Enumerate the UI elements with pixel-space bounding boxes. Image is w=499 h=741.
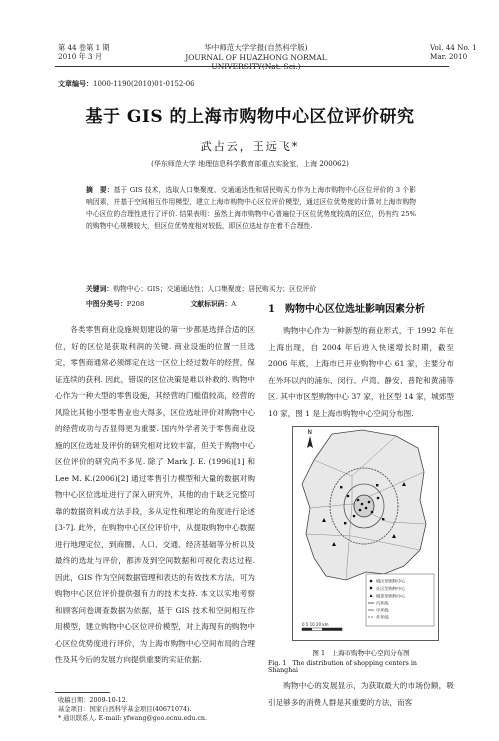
running-header-left (58, 43, 110, 61)
article-number-label: 文章编号： (58, 79, 93, 88)
journal-name-cn: 华中师范大学学报(自然科学版) (204, 43, 308, 52)
map-legend (366, 574, 434, 626)
corresponding-email: * 通讯联系人. E-mail: yfwang@geo.ecnu.edu.cn. (58, 715, 207, 723)
volume-issue-cn: 第 44 卷第 1 期 (58, 43, 110, 52)
doc-code-label: 文献标识码： (190, 300, 232, 308)
volume-issue-en: Vol. 44 No. 1 (430, 43, 477, 52)
shanghai-map-figure (292, 426, 439, 641)
doc-code-value: A (231, 300, 237, 308)
journal-name-en: JOURNAL OF HUAZHONG NORMAL UNIVERSITY(Nat. Sci.) (185, 52, 327, 71)
paper-title: 基于 GIS 的上海市购物中心区位评价研究 (85, 107, 415, 127)
keywords-label: 关键词： (86, 285, 114, 293)
clc-value: P208 (126, 300, 145, 308)
abstract-label: 摘 要： (86, 186, 114, 194)
section-paragraph: 购物中心作为一种新型的商业形式，于 1992 年在上海出现，自 2004 年后进入快速增长时期，截至 2006 年底，上海市已开业购物中心 61 家，主要分布在外环以内的浦东、闵行、卢湾、静安、普陀和黄浦等区. 其中市区型购物中心 37 家，社区型 14 家，城郊型 10 家，图 1 是上海市购物中心空间分布图. (268, 326, 454, 418)
legend-item-suburban: 城郊型购物中心 (376, 593, 406, 599)
legend-item-urban: 城区型购物中心 (376, 578, 406, 584)
figure-caption-en (268, 660, 454, 674)
article-number (58, 79, 195, 89)
figure-caption-cn: 图 1 上海市购物中心空间分布图 (312, 649, 410, 657)
running-header-right (430, 43, 477, 61)
legend-item-middle-ring: 中环线 (376, 607, 389, 613)
legend-item-community: 社区型购物中心 (376, 586, 406, 591)
section-heading: 1 购物中心区位选址影响因素分析 (268, 304, 425, 315)
scale-bar-label: 0 5 10 20 km (302, 622, 329, 627)
fund-project: 基金项目：国家自然科学基金项目(40671074). (58, 706, 192, 714)
inner-ring-road (354, 495, 374, 517)
date-cn: 2010 年 3 月 (58, 52, 103, 61)
figure-caption-en-label: Fig. 1 (268, 660, 287, 667)
abstract-text: 基于 GIS 技术，选取人口集聚度、交通通达性和居民购买力作为上海市购物中心区位评价的 3 个影响因素，并基于空间相互作用模型，建立上海市购物中心区位评价模型，通过区位优势度的计算对上海市购物中心区位的合理性进行了评价. 结果表明：虽然上海市购物中心普遍位于区位优势度较高的区位，仍有约 25% 的购物中心规模较大，但区位优势度相对较低，即区位选址存在着不合理性. (86, 186, 416, 230)
legend-item-inner-ring: 内环线 (376, 600, 389, 606)
legend-item-outer-ring: 外环线 (376, 614, 389, 620)
figure-caption-en-text: The distribution of shopping centers in Shanghai (268, 660, 417, 674)
article-number-value: 1000-1190(2010)01-0152-06 (93, 80, 195, 88)
authors: 武占云，王远飞* (200, 140, 300, 153)
intro-paragraph: 各类零售商业设施规划建设的第一步都是选择合适的区位，好的区位是获取利润的关键. 商业设施的位置一旦选定，零售商通常必须绑定在这一区位上经过数年的经营，保证连续的获利. 因此，错误的区位决策是难以补救的. 购物中心作为一种大型的零售设施，其经营的门槛值较高，经营的风险比其他小型零售业也大得多，区位选址评价对购物中心的经营成功与否显得更为重要. 国内外学者关于零售商业设施的区位选址及评价的研究相对比较丰富，但关于购物中心区位评价的研究尚不多见. 除了 Mark J. E. (1996)[1] 和 Lee M. K.(2006)[2] 通过零售引力模型和大量的数据对购物中心区位选址进行了深入研究外，其他的由于缺乏完整可靠的数据资料或方法手段，多从定性和理论的角度进行论述[3-7]. 此外，在购物中心区位评价中，从提取购物中心数据进行地理定位，到商圈、人口、交通、经济基础等分析以及最终的选址与评价，都涉及到空间数据和可视化表达过程. 因此，GIS 作为空间数据管理和表达的有效技术方法，可为购物中心区位评价提供强有力的技术支持. 本文以实地考察和顾客问卷调查数据为依据，基于 GIS 技术和空间相互作用模型，建立购物中心区位评价模型，对上海现有的购物中心区位优势度进行评价，为上海市购物中心空间布局的合理性及其今后的发展方向提供重要的实证依据. (55, 325, 255, 664)
abstract (86, 184, 416, 232)
received-date: 收稿日期：2009-10-12. (58, 697, 128, 704)
keywords-text: 购物中心；GIS；交通通达性；人口集聚度；居民购买力；区位评价 (113, 285, 317, 293)
running-header-center (150, 43, 362, 72)
header-rule (55, 66, 449, 67)
north-label: N (307, 429, 312, 436)
affiliation: (华东师范大学 地理信息科学教育部重点实验室，上海 200062) (151, 160, 349, 168)
clc-label: 中图分类号： (86, 300, 127, 308)
keywords (86, 283, 416, 293)
section-paragraph-2: 购物中心的发展显示，为获取最大的市场份额，吸引足够多的消费人群是其重要的方法，而客 (268, 681, 454, 707)
footnote-rule (55, 692, 110, 693)
date-en: Mar. 2010 (430, 52, 468, 61)
footnote (58, 696, 278, 724)
